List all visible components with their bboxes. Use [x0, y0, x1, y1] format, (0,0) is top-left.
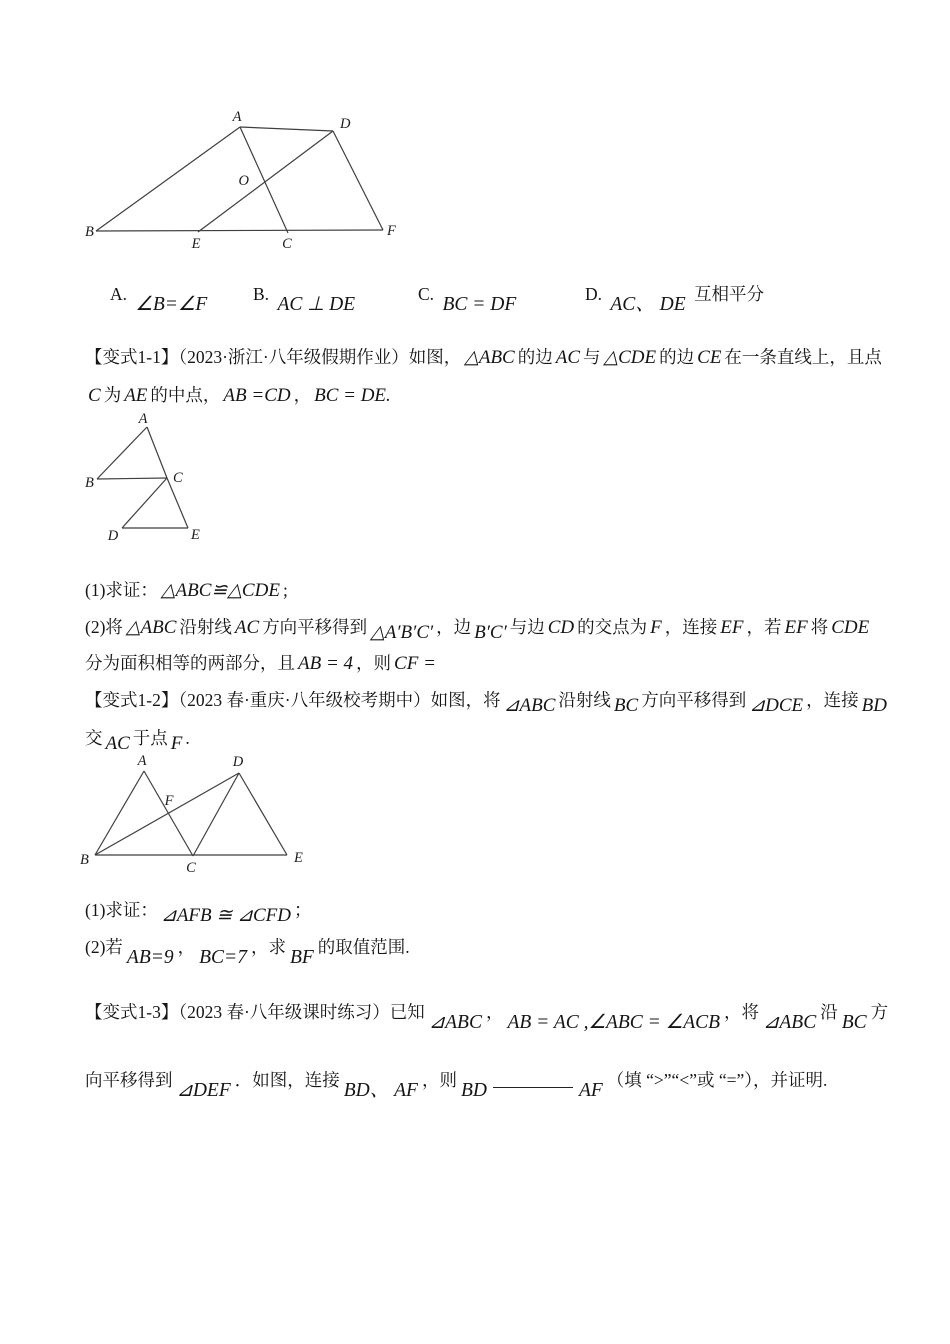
math-run: △ABC	[464, 347, 515, 368]
text-run: 于点	[132, 728, 168, 748]
option-d-math: AC、 DE	[610, 294, 686, 315]
fig2-label-C: C	[173, 470, 183, 486]
math-run: △A′B′C′	[370, 622, 434, 643]
problem-1-1-line-2	[85, 383, 394, 409]
fig1-label-E: E	[191, 236, 201, 252]
math-run: CE	[697, 347, 722, 368]
problem-1-3-line-2	[85, 1068, 828, 1101]
problem-1-1-line-1	[85, 345, 882, 371]
text-run: 将	[810, 617, 829, 637]
text-run: (2)将	[85, 617, 123, 637]
text-run: 方	[870, 1002, 889, 1022]
option-c-letter: C.	[418, 284, 435, 304]
fig1-label-D: D	[340, 116, 351, 132]
option-d-letter: D.	[585, 284, 603, 304]
text-run: 沿射线	[558, 690, 611, 710]
math-run: AB = AC ,∠ABC = ∠ACB	[507, 1012, 721, 1033]
edge-DF	[333, 131, 383, 230]
math-run: C	[88, 385, 101, 406]
text-run: 沿	[820, 1002, 838, 1022]
answer-blank	[493, 1075, 573, 1088]
math-run: BD、 AF	[343, 1080, 418, 1101]
math-run: BD	[460, 1080, 487, 1101]
math-run: AF	[578, 1080, 603, 1101]
option-b-letter: B.	[253, 284, 270, 304]
text-run: ，连接	[664, 617, 718, 637]
option-a	[110, 282, 211, 315]
figure-triangles-BADF	[85, 105, 405, 253]
math-run: AB=9	[126, 947, 174, 968]
math-run: AC	[234, 617, 260, 638]
q1-1-part2-line-1	[85, 615, 872, 641]
figure-triangles-ABC-DCE	[80, 752, 315, 877]
math-run: F	[170, 733, 183, 754]
text-run: 与	[583, 347, 601, 367]
text-run: ，	[485, 1002, 504, 1022]
edge-BD	[95, 773, 239, 855]
text-run: （填 “>”“<”或 “=”），并证明.	[606, 1070, 828, 1090]
text-run: ，则	[421, 1070, 457, 1090]
math-run: BC	[613, 695, 639, 716]
math-run: ⊿AFB ≅ ⊿CFD	[160, 905, 291, 926]
fig3-label-A: A	[137, 753, 147, 769]
text-run: ．如图，连接	[234, 1070, 340, 1090]
math-run: F	[650, 617, 662, 638]
option-c	[418, 282, 520, 315]
edge-BA	[95, 771, 144, 855]
options-row	[0, 276, 950, 326]
math-run: CD	[547, 617, 575, 638]
math-run: ⊿ABC	[503, 695, 556, 716]
option-b	[253, 282, 359, 315]
edge-AD	[240, 127, 333, 131]
text-run: 在一条直线上，且点	[724, 347, 882, 367]
math-run: CF =	[394, 653, 436, 674]
text-run: ，求	[250, 937, 286, 957]
math-run: ⊿ABC	[763, 1012, 817, 1033]
problem-1-3-line-1	[85, 1000, 889, 1033]
text-run: 【变式1-3】（2023 春·八年级课时练习）已知	[85, 1002, 425, 1022]
text-run: 向平移得到	[85, 1070, 173, 1090]
fig2-label-B: B	[85, 475, 94, 491]
option-a-letter: A.	[110, 284, 128, 304]
option-a-math: ∠B=∠F	[135, 294, 208, 315]
edge-AC	[147, 427, 167, 478]
text-run: ，	[177, 937, 196, 957]
text-run: 交	[85, 728, 103, 748]
math-run: EF	[784, 617, 808, 638]
text-run: 的边	[517, 347, 553, 367]
text-run: (2)若	[85, 937, 123, 957]
fig2-label-E: E	[191, 527, 200, 543]
math-run: AE	[124, 385, 148, 406]
math-run: BC = DE.	[314, 385, 391, 406]
option-d-suffix: 互相平分	[694, 284, 765, 304]
text-run: .	[185, 728, 190, 748]
q1-2-part2	[85, 935, 410, 968]
text-run: 为	[103, 385, 122, 405]
fig1-label-O: O	[238, 173, 249, 189]
q1-2-part1	[85, 898, 311, 924]
option-b-math: AC ⊥ DE	[277, 294, 356, 315]
text-run: ，边	[436, 617, 472, 637]
fig3-label-E: E	[294, 850, 303, 866]
math-run: BC=7	[199, 947, 247, 968]
math-run: △ABC≌△CDE	[160, 580, 280, 601]
math-run: △ABC	[125, 617, 177, 638]
math-run: BF	[289, 947, 314, 968]
math-run: CDE	[831, 617, 870, 638]
text-run: (1)求证：	[85, 580, 158, 600]
text-run: 的取值范围.	[317, 937, 410, 957]
fig3-label-F: F	[164, 793, 174, 809]
text-run: 的中点，	[150, 385, 221, 405]
text-run: ，将	[724, 1002, 760, 1022]
text-run: 与边	[509, 617, 545, 637]
edge-BC	[97, 478, 167, 479]
math-run: B′C′	[474, 622, 507, 643]
fig2-label-D: D	[107, 528, 119, 544]
text-run: 方向平移得到	[262, 617, 368, 637]
math-run: EF	[720, 617, 744, 638]
math-run: AB =CD	[223, 385, 291, 406]
text-run: 【变式1-2】（2023 春·重庆·八年级校考期中）如图，将	[85, 690, 501, 710]
math-run: AB = 4	[298, 653, 354, 674]
edge-CD	[122, 478, 167, 528]
text-run: 的交点为	[577, 617, 648, 637]
option-d	[585, 282, 765, 315]
math-run: AC	[555, 347, 581, 368]
problem-1-2-line-2	[85, 726, 190, 752]
math-run: △CDE	[603, 347, 657, 368]
math-run: ⊿DEF	[176, 1080, 231, 1101]
edge-BA	[97, 427, 147, 479]
text-run: 的边	[659, 347, 695, 367]
fig1-label-A: A	[232, 109, 242, 125]
edge-ED	[198, 131, 333, 232]
q1-1-part1	[85, 578, 288, 604]
edge-BF	[96, 230, 383, 231]
fig1-label-B: B	[85, 224, 94, 240]
text-run: ；	[293, 900, 312, 920]
text-run: ;	[282, 580, 288, 600]
text-run: (1)求证：	[85, 900, 158, 920]
edge-DE	[239, 773, 287, 855]
math-run: ⊿ABC	[428, 1012, 482, 1033]
fig2-label-A: A	[138, 411, 148, 427]
math-run: ⊿DCE	[749, 695, 804, 716]
fig3-label-C: C	[186, 860, 196, 876]
edge-BA	[96, 127, 240, 231]
text-run: ，	[293, 385, 312, 405]
fig3-label-B: B	[80, 852, 89, 868]
text-run: ，则	[356, 653, 392, 673]
text-run: 方向平移得到	[641, 690, 747, 710]
fig1-label-C: C	[282, 236, 292, 252]
math-run: BC	[841, 1012, 867, 1033]
text-run: 沿射线	[179, 617, 232, 637]
problem-1-2-line-1	[85, 688, 890, 714]
q1-1-part2-line-2	[85, 651, 439, 677]
option-c-math: BC = DF	[442, 294, 517, 315]
math-run: AC	[105, 733, 130, 754]
text-run: 【变式1-1】（2023·浙江·八年级假期作业）如图，	[85, 347, 462, 367]
fig1-label-F: F	[387, 223, 396, 239]
text-run: 分为面积相等的两部分，且	[85, 653, 295, 673]
figure-triangles-ABC-CDE	[85, 413, 215, 548]
fig3-label-D: D	[232, 754, 244, 770]
math-run: BD	[861, 695, 887, 716]
text-run: ，连接	[806, 690, 859, 710]
text-run: ，若	[746, 617, 782, 637]
